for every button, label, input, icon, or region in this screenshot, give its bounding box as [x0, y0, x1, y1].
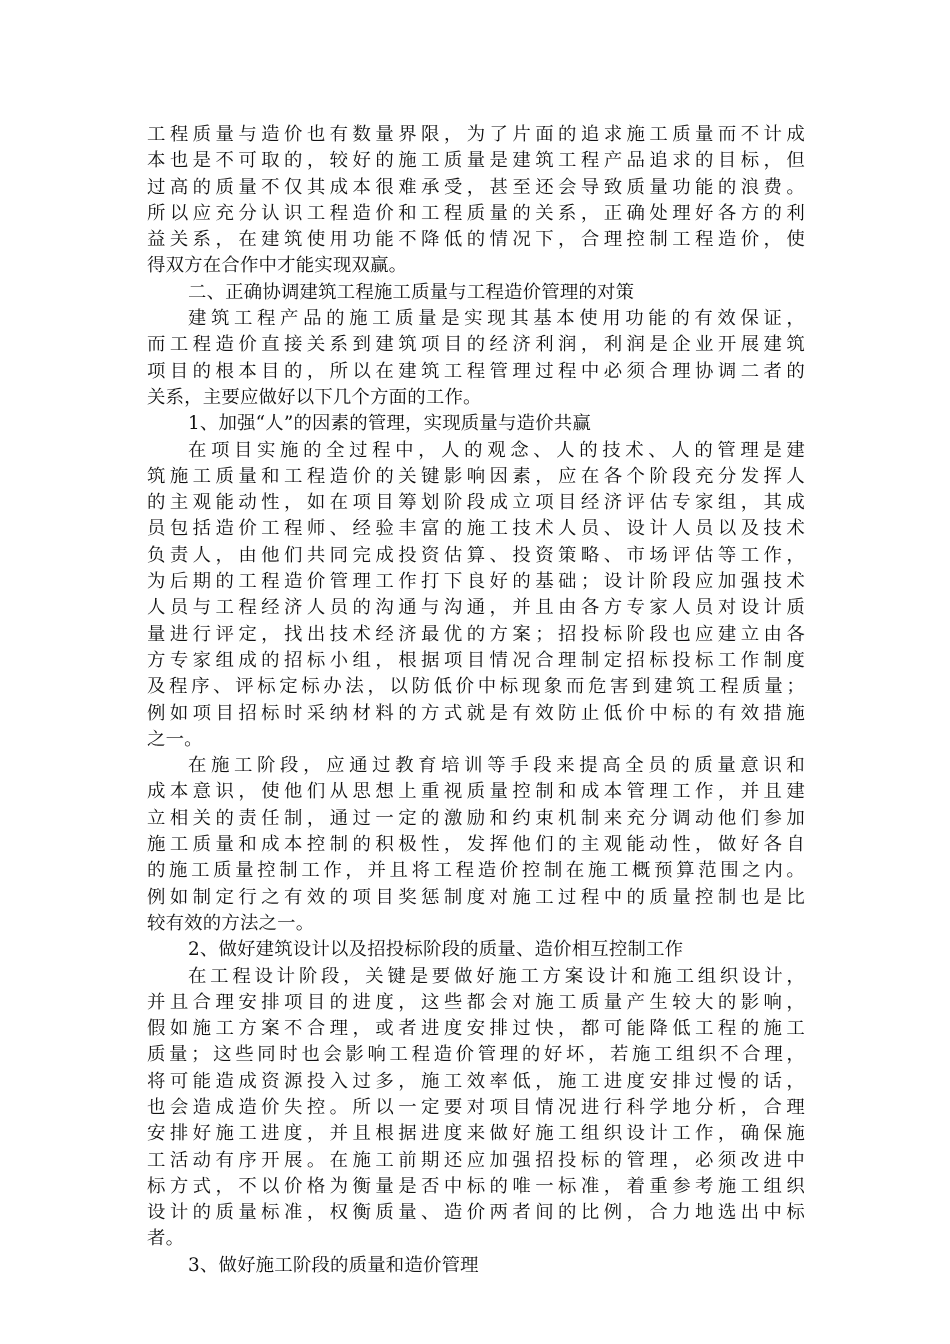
paragraph-first-line: 1、加强“人”的因素的管理，实现质量与造价共赢	[188, 413, 591, 435]
paragraph-first-line: 建筑工程产品的施工质量是实现其基本使用功能的有效保证，	[188, 308, 805, 330]
text-line: 而工程造价直接关系到建筑项目的经济利润，利润是企业开展建筑	[147, 334, 805, 356]
text-line: 筑施工质量和工程造价的关键影响因素，应在各个阶段充分发挥人	[147, 465, 805, 487]
text-line: 设计的质量标准，权衡质量、造价两者间的比例，合力地选出中标	[147, 1202, 805, 1224]
text-line: 施工质量和成本控制的积极性，发挥他们的主观能动性，做好各自	[147, 834, 805, 856]
text-line: 所以应充分认识工程造价和工程质量的关系，正确处理好各方的利	[147, 202, 805, 224]
paragraph-first-line: 在施工阶段，应通过教育培训等手段来提高全员的质量意识和	[188, 755, 805, 777]
text-line: 项目的根本目的，所以在建筑工程管理过程中必须合理协调二者的	[147, 360, 805, 382]
text-line: 成本意识，使他们从思想上重视质量控制和成本管理工作，并且建	[147, 781, 805, 803]
text-line: 也会造成造价失控。所以一定要对项目情况进行科学地分析，合理	[147, 1096, 805, 1118]
paragraph-first-line: 2、做好建筑设计以及招投标阶段的质量、造价相互控制工作	[188, 939, 684, 961]
text-line: 将可能造成资源投入过多，施工效率低，施工进度安排过慢的话，	[147, 1070, 805, 1092]
paragraph-first-line: 在工程设计阶段，关键是要做好施工方案设计和施工组织设计，	[188, 965, 805, 987]
text-line: 例如制定行之有效的项目奖惩制度对施工过程中的质量控制也是比	[147, 886, 805, 908]
text-line: 人员与工程经济人员的沟通与沟通，并且由各方专家人员对设计质	[147, 597, 805, 619]
text-line: 工程质量与造价也有数量界限，为了片面的追求施工质量而不计成	[147, 124, 805, 145]
text-line: 量进行评定，找出技术经济最优的方案；招投标阶段也应建立由各	[147, 623, 805, 645]
text-line: 员包括造价工程师、经验丰富的施工技术人员、设计人员以及技术	[147, 518, 805, 540]
text-line: 立相关的责任制，通过一定的激励和约束机制来充分调动他们参加	[147, 807, 805, 829]
text-line: 方专家组成的招标小组，根据项目情况合理制定招标投标工作制度	[147, 649, 805, 671]
text-line: 及程序、评标定标办法，以防低价中标现象而危害到建筑工程质量；	[147, 676, 805, 698]
text-line: 工活动有序开展。在施工前期还应加强招投标的管理，必须改进中	[147, 1149, 805, 1171]
text-line: 质量；这些同时也会影响工程造价管理的好坏，若施工组织不合理，	[147, 1044, 805, 1066]
text-line: 得双方在合作中才能实现双赢。	[147, 255, 408, 277]
document-body	[147, 122, 805, 1279]
text-line: 过高的质量不仅其成本很难承受，甚至还会导致质量功能的浪费。	[147, 176, 805, 198]
text-line: 益关系，在建筑使用功能不降低的情况下，合理控制工程造价，使	[147, 229, 805, 251]
text-line: 的施工质量控制工作，并且将工程造价控制在施工概预算范围之内。	[147, 860, 805, 882]
paragraph-first-line: 在项目实施的全过程中，人的观念、人的技术、人的管理是建	[188, 439, 805, 461]
paragraph-first-line: 二、正确协调建筑工程施工质量与工程造价管理的对策	[188, 281, 635, 303]
text-line: 的主观能动性，如在项目筹划阶段成立项目经济评估专家组，其成	[147, 492, 805, 514]
text-line: 负责人，由他们共同完成投资估算、投资策略、市场评估等工作，	[147, 544, 805, 566]
text-line: 较有效的方法之一。	[147, 912, 315, 934]
text-line: 假如施工方案不合理，或者进度安排过快，都可能降低工程的施工	[147, 1018, 805, 1040]
text-line: 例如项目招标时采纳材料的方式就是有效防止低价中标的有效措施	[147, 702, 805, 724]
text-line: 并且合理安排项目的进度，这些都会对施工质量产生较大的影响，	[147, 991, 805, 1013]
text-line: 安排好施工进度，并且根据进度来做好施工组织设计工作，确保施	[147, 1123, 805, 1145]
text-line: 标方式，不以价格为衡量是否中标的唯一标准，着重参考施工组织	[147, 1175, 805, 1197]
text-line: 者。	[147, 1228, 185, 1250]
paragraph-first-line: 3、做好施工阶段的质量和造价管理	[188, 1254, 479, 1276]
text-line: 之一。	[147, 728, 203, 750]
text-line: 关系，主要应做好以下几个方面的工作。	[147, 386, 482, 408]
text-line: 本也是不可取的，较好的施工质量是建筑工程产品追求的目标，但	[147, 150, 805, 172]
text-line: 为后期的工程造价管理工作打下良好的基础；设计阶段应加强技术	[147, 571, 805, 593]
